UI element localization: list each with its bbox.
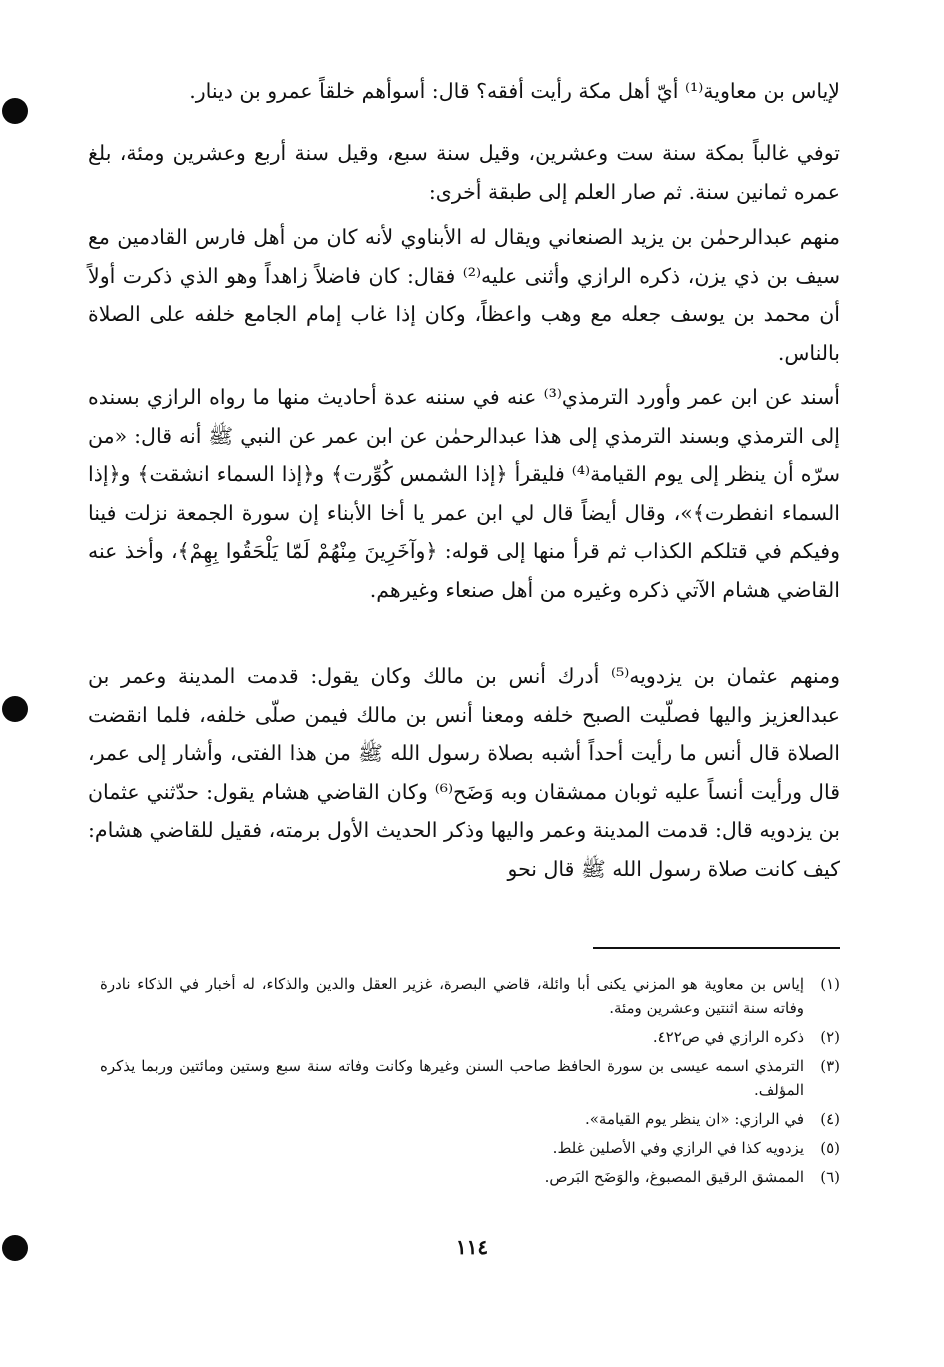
binding-hole-mark: [2, 696, 28, 722]
body-paragraph: [88, 134, 840, 211]
footnote-divider: [593, 947, 840, 949]
footnote-text: الممشق الرقيق المصبوغ، والوَضَح البَرص.: [544, 1168, 804, 1186]
footnote-number: (٦): [820, 1168, 840, 1186]
footnote-number: (١): [820, 975, 840, 993]
body-paragraph: [88, 218, 840, 372]
body-paragraph: [88, 378, 840, 609]
paragraph-text: ومنهم عثمان بن يزدويه⁽⁵⁾ أدرك أنس بن مالك وكان يقول: قدمت المدينة وعمر بن عبدالعزيز واليها فصلّيت الصبح خلفه ومعنا أنس بن مالك فيمن صلّى خلفه، فلما انقضت الصلاة قال أنس ما رأيت أحداً أشبه بصلاة رسول الله ﷺ من هذا الفتى، وأشار إلى عمر، قال ورأيت أنساً عليه ثوبان ممشقان وبه وَضَح⁽⁶⁾ وكان القاضي هشام يقول: حدّثني عثمان بن يزدويه قال: قدمت المدينة وعمر واليها وذكر الحديث الأول برمته، فقيل للقاضي هشام: كيف كانت صلاة رسول الله ﷺ قال نحو: [88, 664, 840, 881]
footnote-number: (٥): [820, 1139, 840, 1157]
footnote-number: (٢): [820, 1028, 840, 1046]
footnote-text: الترمذي اسمه عيسى بن سورة الحافظ صاحب السنن وغيرها وكانت وفاته سنة سبع وستين ومائتين وربما يذكره المؤلف.: [100, 1057, 804, 1099]
footnote-text: ذكره الرازي في ص٤٢٢.: [652, 1028, 804, 1046]
footnote-item: [100, 1165, 840, 1189]
footnote-item: [100, 1025, 840, 1049]
footnote-text: في الرازي: «ان ينظر يوم القيامة».: [584, 1110, 804, 1128]
footnote-item: [100, 1136, 840, 1160]
paragraph-text: لإياس بن معاوية⁽¹⁾ أيّ أهل مكة رأيت أفقه؟ قال: أسوأهم خلقاً عمرو بن دينار.: [189, 79, 840, 103]
body-paragraph: [88, 72, 840, 111]
body-paragraph: [88, 657, 840, 888]
footnote-item: [100, 1054, 840, 1102]
paragraph-text: منهم عبدالرحمٰن بن يزيد الصنعاني ويقال له الأبناوي لأنه كان من أهل فارس القادمين مع سيف بن ذي يزن، ذكره الرازي وأثنى عليه⁽²⁾ فقال: كان فاضلاً زاهداً وهو الذي ذكرت أولاً أن محمد بن يوسف جعله مع وهب واعظاً، وكان إذا غاب إمام الجامع خلفه على الصلاة بالناس.: [88, 225, 840, 365]
footnotes-section: [100, 972, 840, 1194]
footnote-number: (٤): [820, 1110, 840, 1128]
page-number: ١١٤: [455, 1235, 489, 1259]
binding-hole-mark: [2, 98, 28, 124]
footnote-number: (٣): [820, 1057, 840, 1075]
paragraph-text: توفي غالباً بمكة سنة ست وعشرين، وقيل سنة سبع، وقيل سنة أربع وعشرين ومئة، بلغ عمره ثمانين سنة. ثم صار العلم إلى طبقة أخرى:: [88, 141, 840, 204]
footnote-text: يزدويه كذا في الرازي وفي الأصلين غلط.: [552, 1139, 804, 1157]
footnote-item: [100, 1107, 840, 1131]
paragraph-text: أسند عن ابن عمر وأورد الترمذي⁽³⁾ عنه في سننه عدة أحاديث منها ما رواه الرازي بسنده إلى الترمذي وبسند الترمذي إلى هذا عبدالرحمٰن عن ابن عمر عن النبي ﷺ أنه قال: «من سرّه أن ينظر إلى يوم القيامة⁽⁴⁾ فليقرأ ﴿إذا الشمس كُوِّرت﴾ و﴿إذا السماء انشقت﴾ و﴿إذا السماء انفطرت﴾»، وقال أيضاً قال لي ابن عمر يا أخا الأبناء إن سورة الجمعة نزلت فينا وفيكم في قتلكم الكذاب ثم قرأ منها إلى قوله: ﴿وآخَرِينَ مِنْهُمْ لَمّا يَلْحَقُوا بِهِمْ﴾، وأخذ عنه القاضي هشام الآتي ذكره وغيره من أهل صنعاء وغيرهم.: [88, 385, 841, 602]
footnote-text: إياس بن معاوية هو المزني يكنى أبا وائلة، قاضي البصرة، غزير العقل والدين والذكاء، له أخبار في الذكاء نادرة وفاته سنة اثنتين وعشرين ومئة.: [100, 975, 804, 1017]
footnote-item: [100, 972, 840, 1020]
